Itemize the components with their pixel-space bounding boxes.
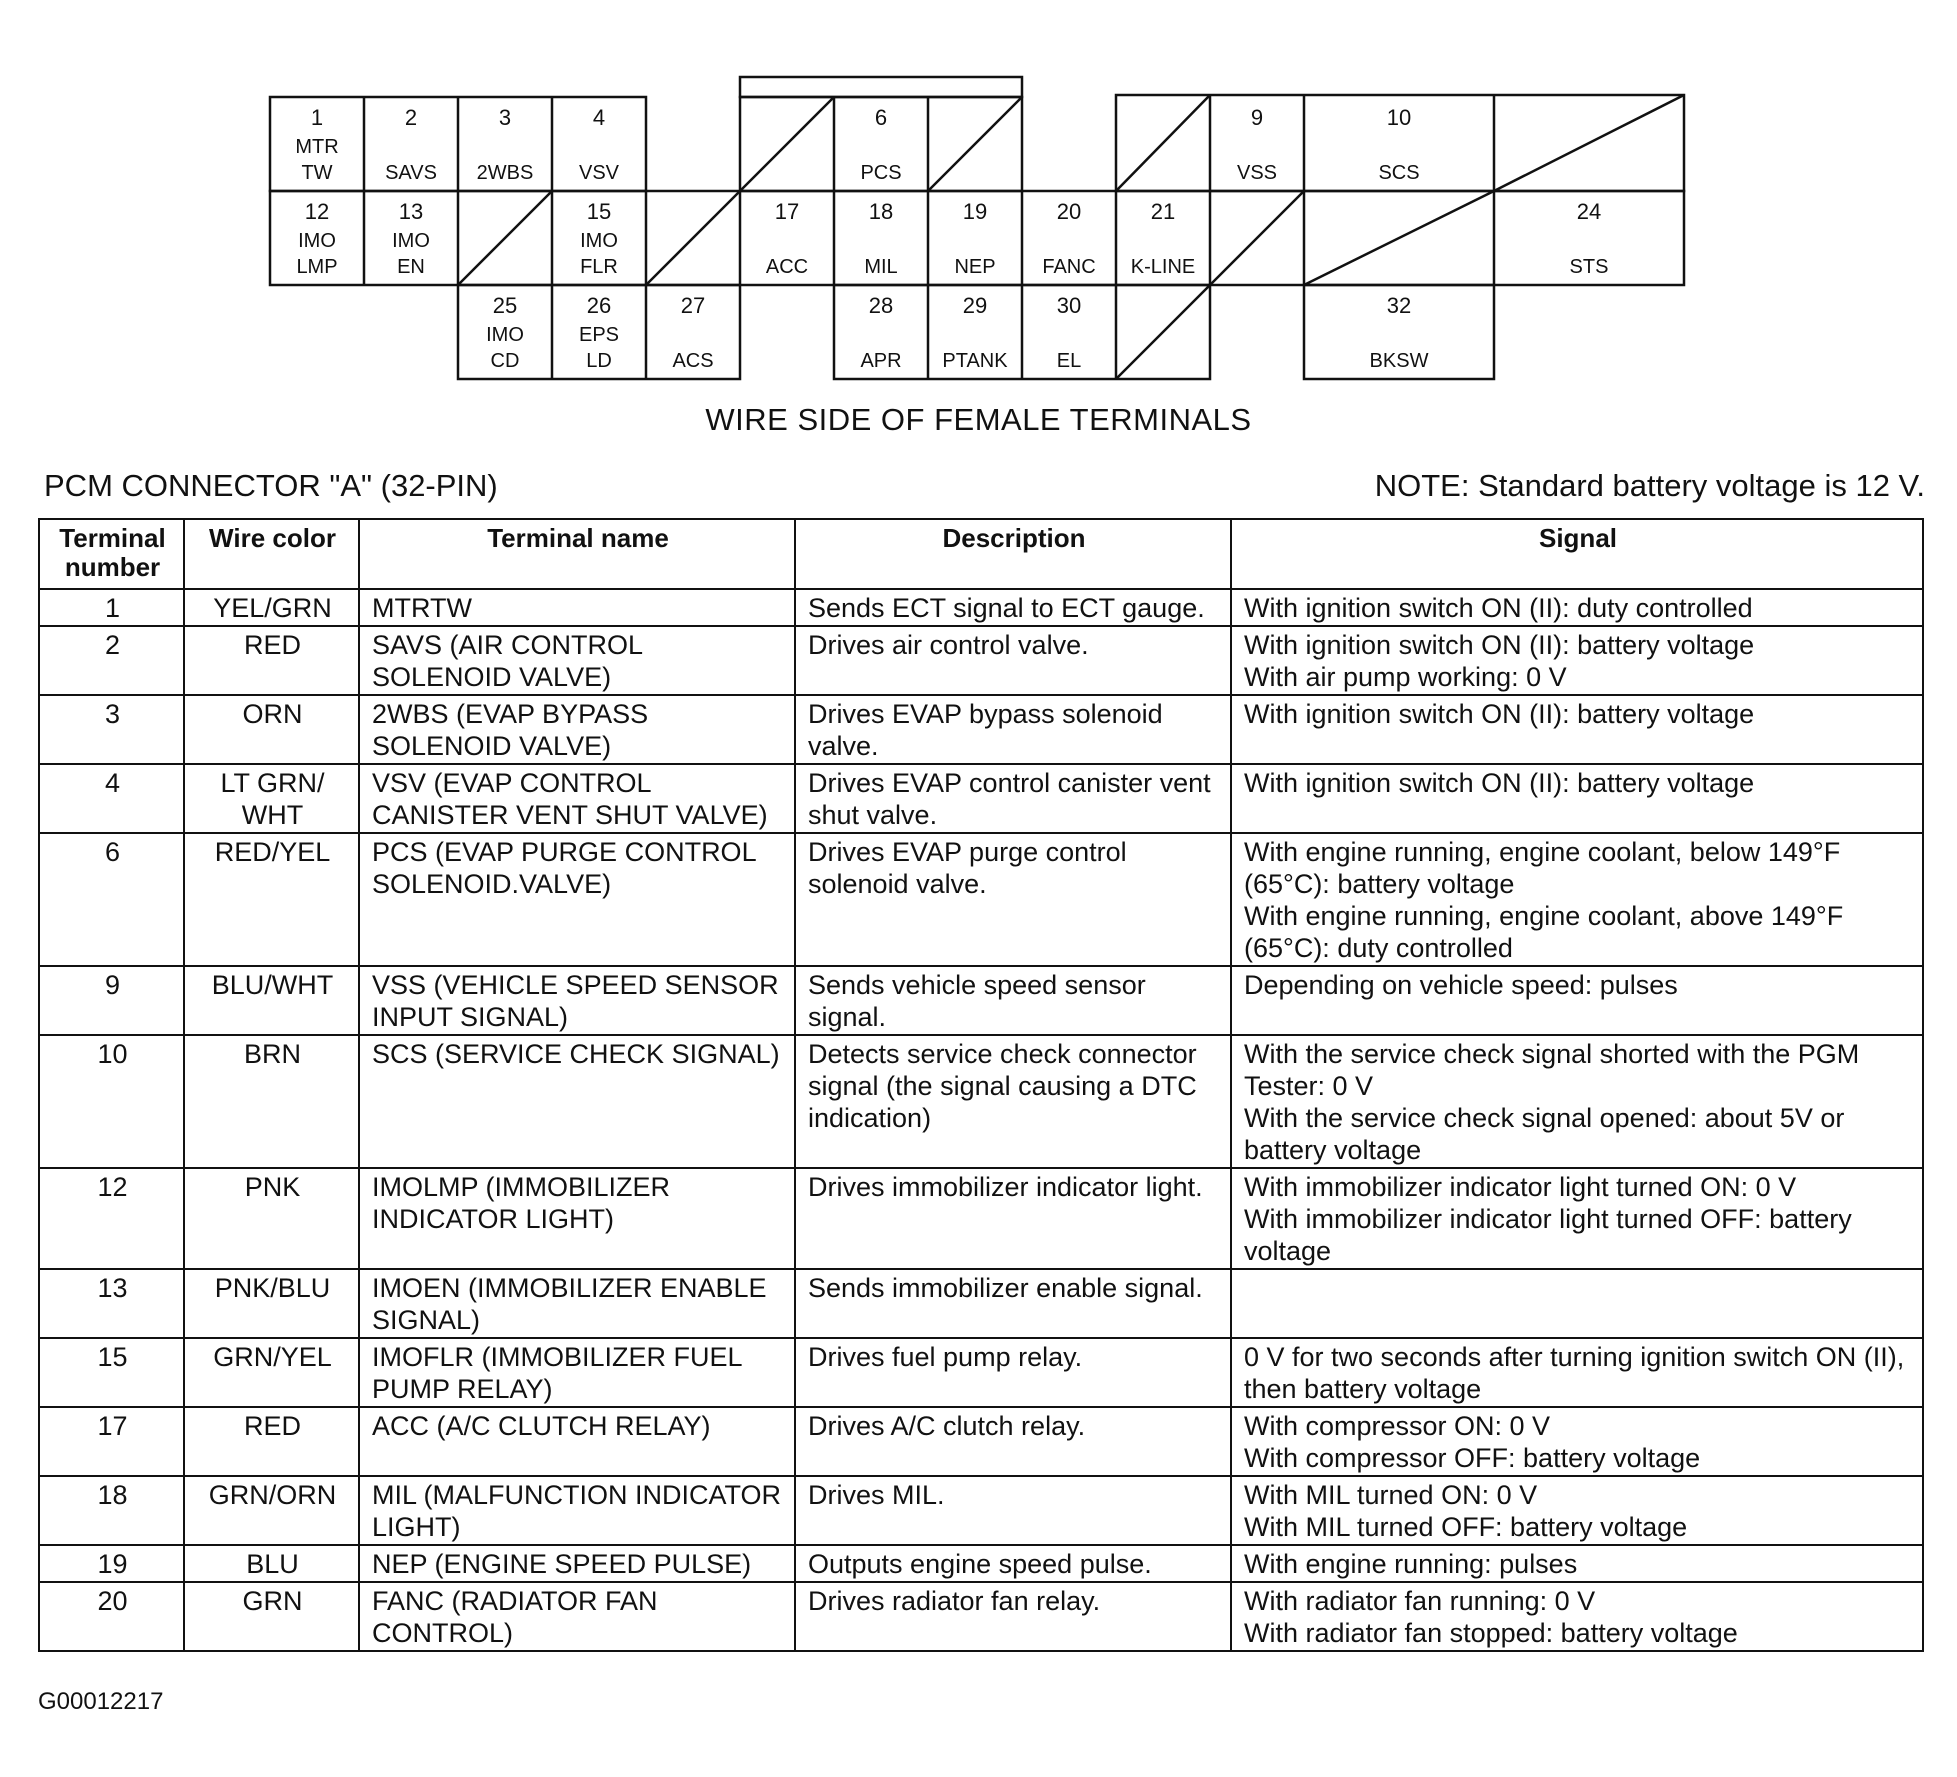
col-header-terminal-number: Terminal number: [39, 519, 184, 589]
terminal-name-cell: 2WBS (EVAP BYPASS SOLENOID VALVE): [359, 695, 795, 764]
terminal-number-cell: 10: [39, 1035, 184, 1168]
terminal-number-cell: 1: [39, 589, 184, 626]
terminal-number: 17: [774, 199, 800, 224]
terminal-name-cell: ACC (A/C CLUTCH RELAY): [359, 1407, 795, 1476]
terminal-number-cell: 18: [39, 1476, 184, 1545]
table-row: [39, 833, 1923, 966]
terminal-number: 9: [1250, 105, 1264, 130]
blank-cavity-diagonal: [1116, 95, 1210, 191]
col-header-terminal-name: Terminal name: [359, 519, 795, 589]
signal-cell: With ignition switch ON (II): battery voltage With air pump working: 0 V: [1231, 626, 1923, 695]
table-row: [39, 589, 1923, 626]
connector-diagram: [0, 0, 1957, 400]
wire-color-cell: GRN: [184, 1582, 359, 1651]
signal-cell: [1231, 1269, 1923, 1338]
terminal-name-cell: FANC (RADIATOR FAN CONTROL): [359, 1582, 795, 1651]
terminal-cell-18: [864, 199, 897, 278]
signal-cell: With ignition switch ON (II): duty controlled: [1231, 589, 1923, 626]
blank-cavity-diagonal: [740, 97, 834, 191]
signal-cell: Depending on vehicle speed: pulses: [1231, 966, 1923, 1035]
pinout-table: [38, 518, 1924, 1652]
table-header-row: [39, 519, 1923, 589]
terminal-cell-25: [486, 293, 524, 372]
terminal-number-cell: 13: [39, 1269, 184, 1338]
terminal-label: LD: [586, 350, 612, 372]
connector-tab: [740, 77, 1022, 97]
terminal-number-cell: 4: [39, 764, 184, 833]
terminal-label: MTR: [295, 136, 339, 158]
terminal-label: BKSW: [1369, 350, 1429, 372]
description-cell: Drives EVAP control canister vent shut valve.: [795, 764, 1231, 833]
terminal-label: ACC: [765, 256, 809, 278]
terminal-label: MIL: [864, 256, 898, 278]
terminal-label: CD: [490, 350, 520, 372]
terminal-name-cell: NEP (ENGINE SPEED PULSE): [359, 1545, 795, 1582]
signal-cell: With engine running: pulses: [1231, 1545, 1923, 1582]
col-header-description: Description: [795, 519, 1231, 589]
description-cell: Drives radiator fan relay.: [795, 1582, 1231, 1651]
blank-cavity-diagonal: [458, 191, 552, 285]
terminal-number-cell: 6: [39, 833, 184, 966]
terminal-number-cell: 20: [39, 1582, 184, 1651]
terminal-cell-29: [942, 293, 1008, 372]
signal-cell: With the service check signal shorted with the PGM Tester: 0 V With the service check signal opened: about 5V or battery voltage: [1231, 1035, 1923, 1168]
terminal-name-cell: PCS (EVAP PURGE CONTROL SOLENOID.VALVE): [359, 833, 795, 966]
table-row: [39, 1476, 1923, 1545]
terminal-number: 30: [1056, 293, 1082, 318]
terminal-cell-27: [672, 293, 713, 372]
table-row: [39, 1168, 1923, 1269]
table-row: [39, 626, 1923, 695]
terminal-name-cell: MTRTW: [359, 589, 795, 626]
signal-cell: With radiator fan running: 0 V With radiator fan stopped: battery voltage: [1231, 1582, 1923, 1651]
terminal-label: IMO: [392, 230, 430, 252]
terminal-label: APR: [860, 350, 902, 372]
connector-title: PCM CONNECTOR "A" (32-PIN): [44, 468, 498, 503]
signal-cell: With immobilizer indicator light turned ON: 0 V With immobilizer indicator light turned OFF: battery voltage: [1231, 1168, 1923, 1269]
table-row: [39, 1035, 1923, 1168]
terminal-label: NEP: [954, 256, 996, 278]
terminal-number: 28: [868, 293, 894, 318]
signal-cell: With engine running, engine coolant, below 149°F (65°C): battery voltage With engine running, engine coolant, above 149°F (65°C): duty controlled: [1231, 833, 1923, 966]
terminal-label: VSS: [1236, 162, 1278, 184]
terminal-number: 12: [304, 199, 330, 224]
terminal-number-cell: 19: [39, 1545, 184, 1582]
terminal-label: STS: [1569, 256, 1609, 278]
diagram-caption: WIRE SIDE OF FEMALE TERMINALS: [705, 402, 1252, 437]
signal-cell: With compressor ON: 0 V With compressor OFF: battery voltage: [1231, 1407, 1923, 1476]
blank-cavity-diagonal: [1210, 191, 1304, 285]
wire-color-cell: PNK: [184, 1168, 359, 1269]
terminal-number-cell: 2: [39, 626, 184, 695]
terminal-cell-19: [954, 199, 995, 278]
terminal-number: 21: [1150, 199, 1176, 224]
description-cell: Detects service check connector signal (the signal causing a DTC indication): [795, 1035, 1231, 1168]
terminal-cell-30: [1057, 293, 1081, 372]
terminal-cell-26: [579, 293, 619, 372]
description-cell: Drives MIL.: [795, 1476, 1231, 1545]
terminal-number: 32: [1386, 293, 1412, 318]
terminal-number: 19: [962, 199, 988, 224]
wire-color-cell: RED: [184, 626, 359, 695]
terminal-label: PTANK: [942, 350, 1008, 372]
terminal-number: 1: [310, 105, 324, 130]
table-row: [39, 966, 1923, 1035]
terminal-cell-13: [392, 199, 430, 278]
terminal-number: 29: [962, 293, 988, 318]
terminal-label: FANC: [1042, 256, 1096, 278]
terminal-name-cell: MIL (MALFUNCTION INDICATOR LIGHT): [359, 1476, 795, 1545]
wire-color-cell: BLU: [184, 1545, 359, 1582]
terminal-cell-10: [1378, 105, 1419, 184]
wire-color-cell: PNK/BLU: [184, 1269, 359, 1338]
terminal-number: 4: [592, 105, 606, 130]
terminal-cell-24: [1570, 199, 1609, 278]
description-cell: Drives EVAP bypass solenoid valve.: [795, 695, 1231, 764]
terminal-name-cell: IMOFLR (IMMOBILIZER FUEL PUMP RELAY): [359, 1338, 795, 1407]
col-header-wire-color: Wire color: [184, 519, 359, 589]
terminal-label: SAVS: [385, 162, 437, 184]
terminal-number: 13: [398, 199, 424, 224]
terminal-cell-12: [296, 199, 337, 278]
terminal-number-cell: 9: [39, 966, 184, 1035]
terminal-cell-9: [1237, 105, 1277, 184]
terminal-number-cell: 15: [39, 1338, 184, 1407]
terminal-number: 15: [586, 199, 612, 224]
terminal-label: 2WBS: [476, 162, 534, 184]
terminal-label: FLR: [580, 256, 618, 278]
terminal-label: EL: [1056, 350, 1082, 372]
terminal-label: ACS: [672, 350, 714, 372]
blank-cavity-diagonal: [646, 191, 740, 285]
table-row: [39, 1545, 1923, 1582]
terminal-cell-3: [477, 105, 534, 184]
terminal-number: 20: [1056, 199, 1082, 224]
terminal-label: LMP: [296, 256, 338, 278]
blank-cavity-diagonal: [1304, 191, 1494, 285]
blank-cavity-diagonal: [928, 97, 1022, 191]
signal-cell: With ignition switch ON (II): battery voltage: [1231, 695, 1923, 764]
table-row: [39, 695, 1923, 764]
terminal-cell-2: [385, 105, 437, 184]
terminal-number: 6: [874, 105, 888, 130]
terminal-cell-6: [860, 105, 901, 184]
terminal-label: PCS: [860, 162, 902, 184]
col-header-signal: Signal: [1231, 519, 1923, 589]
terminal-number: 10: [1386, 105, 1412, 130]
wire-color-cell: GRN/ORN: [184, 1476, 359, 1545]
description-cell: Drives EVAP purge control solenoid valve.: [795, 833, 1231, 966]
description-cell: Sends ECT signal to ECT gauge.: [795, 589, 1231, 626]
wire-color-cell: BLU/WHT: [184, 966, 359, 1035]
terminal-cell-15: [580, 199, 618, 278]
wire-color-cell: GRN/YEL: [184, 1338, 359, 1407]
terminal-number: 26: [586, 293, 612, 318]
wire-color-cell: YEL/GRN: [184, 589, 359, 626]
table-row: [39, 1407, 1923, 1476]
terminal-cell-1: [295, 105, 338, 184]
terminal-label: TW: [301, 162, 333, 184]
terminal-number: 25: [492, 293, 518, 318]
terminal-name-cell: IMOLMP (IMMOBILIZER INDICATOR LIGHT): [359, 1168, 795, 1269]
terminal-cell-21: [1131, 199, 1195, 278]
terminal-name-cell: IMOEN (IMMOBILIZER ENABLE SIGNAL): [359, 1269, 795, 1338]
wire-color-cell: LT GRN/ WHT: [184, 764, 359, 833]
description-cell: Drives A/C clutch relay.: [795, 1407, 1231, 1476]
terminal-label: IMO: [298, 230, 336, 252]
terminal-number: 18: [868, 199, 894, 224]
terminal-number-cell: 3: [39, 695, 184, 764]
signal-cell: With MIL turned ON: 0 V With MIL turned OFF: battery voltage: [1231, 1476, 1923, 1545]
terminal-cell-20: [1042, 199, 1095, 278]
terminal-label: VSV: [578, 162, 620, 184]
voltage-note: NOTE: Standard battery voltage is 12 V.: [1374, 468, 1925, 503]
figure-code: G00012217: [38, 1688, 164, 1715]
description-cell: Drives air control valve.: [795, 626, 1231, 695]
terminal-cell-32: [1370, 293, 1429, 372]
signal-cell: 0 V for two seconds after turning ignition switch ON (II), then battery voltage: [1231, 1338, 1923, 1407]
terminal-label: EPS: [578, 324, 620, 346]
terminal-cell-4: [579, 105, 620, 184]
terminal-name-cell: VSS (VEHICLE SPEED SENSOR INPUT SIGNAL): [359, 966, 795, 1035]
table-row: [39, 1269, 1923, 1338]
signal-cell: With ignition switch ON (II): battery voltage: [1231, 764, 1923, 833]
terminal-name-cell: SAVS (AIR CONTROL SOLENOID VALVE): [359, 626, 795, 695]
wire-color-cell: RED/YEL: [184, 833, 359, 966]
terminal-label: EN: [397, 256, 425, 278]
terminal-name-cell: VSV (EVAP CONTROL CANISTER VENT SHUT VALVE): [359, 764, 795, 833]
terminal-label: IMO: [486, 324, 524, 346]
terminal-number: 27: [680, 293, 706, 318]
description-cell: Drives fuel pump relay.: [795, 1338, 1231, 1407]
wire-color-cell: BRN: [184, 1035, 359, 1168]
description-cell: Sends immobilizer enable signal.: [795, 1269, 1231, 1338]
terminal-label: IMO: [580, 230, 618, 252]
description-cell: Sends vehicle speed sensor signal.: [795, 966, 1231, 1035]
terminal-number: 3: [498, 105, 512, 130]
terminal-cell-17: [766, 199, 808, 278]
terminal-label: SCS: [1378, 162, 1420, 184]
table-row: [39, 1582, 1923, 1651]
terminal-number-cell: 17: [39, 1407, 184, 1476]
terminal-cell-28: [860, 293, 901, 372]
terminal-number-cell: 12: [39, 1168, 184, 1269]
terminal-label: K-LINE: [1130, 256, 1196, 278]
table-row: [39, 1338, 1923, 1407]
table-row: [39, 764, 1923, 833]
terminal-number: 2: [404, 105, 418, 130]
wire-color-cell: RED: [184, 1407, 359, 1476]
blank-cavity-diagonal: [1116, 285, 1210, 379]
wire-color-cell: ORN: [184, 695, 359, 764]
terminal-name-cell: SCS (SERVICE CHECK SIGNAL): [359, 1035, 795, 1168]
blank-cavity-diagonal: [1494, 95, 1684, 191]
description-cell: Drives immobilizer indicator light.: [795, 1168, 1231, 1269]
description-cell: Outputs engine speed pulse.: [795, 1545, 1231, 1582]
terminal-number: 24: [1576, 199, 1602, 224]
